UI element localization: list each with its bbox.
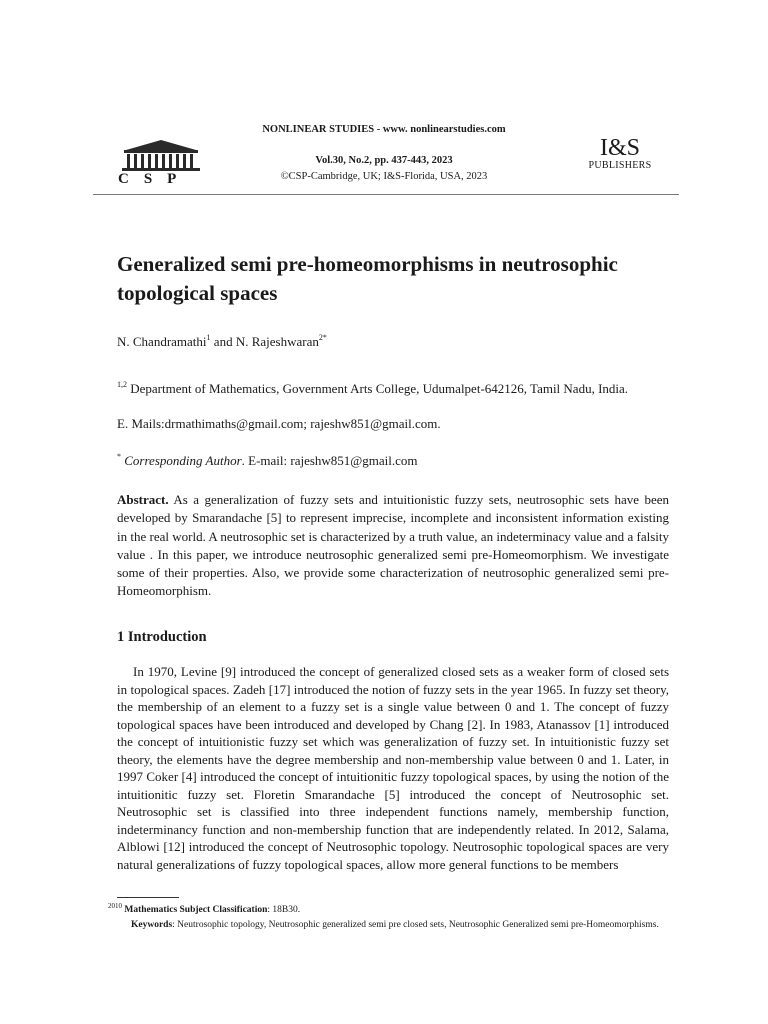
emails: E. Mails:drmathimaths@gmail.com; rajeshw851@gmail.com. [117,416,441,431]
section-heading-introduction: 1 Introduction [117,629,207,645]
journal-copyright: ©CSP-Cambridge, UK; I&S-Florida, USA, 2023 [280,171,488,182]
journal-header: NONLINEAR STUDIES - www. nonlinearstudies.com [262,124,506,135]
corr-label: Corresponding Author [124,453,242,468]
affiliation-sup: 1,2 [117,380,127,389]
author-1: N. Chandramathi [117,334,207,349]
msc-sup: 2010 [108,902,122,910]
keywords-value: : Neutrosophic topology, Neutrosophic generalized semi pre closed sets, Neutrosophic Generalized semi pre-Homeomorphisms. [172,920,659,930]
abstract [117,491,669,601]
affiliation [117,380,677,397]
footnote-rule [117,897,179,898]
keywords-line [108,918,670,933]
csp-logo-text: CSP [118,171,192,187]
paper-title: Generalized semi pre-homeomorphisms in neutrosophic topological spaces [117,252,618,305]
affiliation-text: Department of Mathematics, Government Arts College, Udumalpet-642126, Tamil Nadu, India. [127,381,629,396]
author-1-sup: 1 [206,333,211,342]
footnote [108,899,670,933]
keywords-label: Keywords [131,920,173,930]
journal-volume: Vol.30, No.2, pp. 437-443, 2023 [315,155,453,166]
msc-value: : 18B30. [267,905,301,915]
corresponding-author [117,452,418,469]
abstract-text: As a generalization of fuzzy sets and intuitionistic fuzzy sets, neutrosophic sets have been developed by Smarandache [5] to represent imprecise, incomplete and inconsistent information existing in the real world. A neutrosophic set is characterized by a truth value, an indeterminacy value and a falsity value . In this paper, we introduce neutrosophic generalized semi pre-Homeomorphism. We investigate some of their properties. Also, we provide some characterization of neutrosophic generalized semi pre-Homeomorphism. [117,492,669,599]
msc-label: Mathematics Subject Classification [124,905,268,915]
corr-email: . E-mail: rajeshw851@gmail.com [241,453,418,468]
msc-line [108,899,670,918]
authors-line [117,333,327,350]
author-2-sup: 2* [318,333,327,342]
is-logo-mark: I&S [599,135,640,161]
is-publishers-logo [584,136,656,171]
abstract-label: Abstract. [117,492,169,507]
authors-and: and [210,334,236,349]
author-2: N. Rajeshwaran [235,334,319,349]
corr-sup: * [117,452,121,461]
header-rule [93,194,679,195]
is-logo-text: PUBLISHERS [588,160,652,171]
introduction-paragraph: In 1970, Levine [9] introduced the concept of generalized closed sets as a weaker form of closed sets in topological spaces. Zadeh [17] introduced the notion of fuzzy sets in the year 1965. In fuzzy set theory, the membership of an element to a fuzzy set is a single value between 0 and 1. The concept of fuzzy topological spaces have been introduced and developed by Chang [2]. In 1983, Atanassov [1] introduced the concept of intuitionistic fuzzy set which was generalization of fuzzy set. In intuitionistic fuzzy set theory, the elements have the degree membership and non-membership value between 0 and 1. Later, in 1997 Coker [4] introduced the concept of intuitionitic fuzzy topological spaces, by using the notion of the intuitionitic fuzzy set. Floretin Smarandache [5] introduced the concept of Neutrosophic set. Neutrosophic set is classified into three independent functions namely, membership function, indeterminancy function and non-membership function that are independently related. In 2012, Salama, Alblowi [12] introduced the concept of Neutrosophic topology. Neutrosophic topological spaces are very natural generalizations of fuzzy topological spaces, allow more general functions to be members [117,664,669,872]
